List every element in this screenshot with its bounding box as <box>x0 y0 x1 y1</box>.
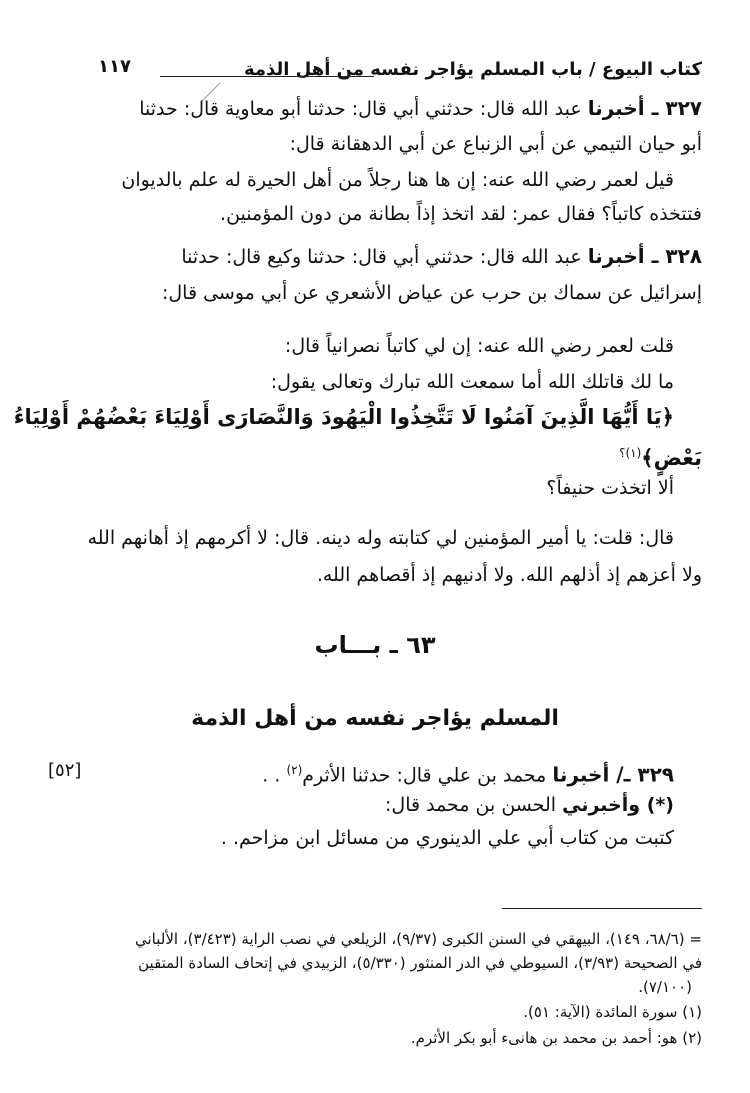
hadith-number: ٣٢٩ ـ/ أخبرنا <box>552 762 674 787</box>
chapter-number: ٦٣ ـ بـــاب <box>314 631 436 659</box>
manuscript-folio-ref: [٥٢] <box>48 760 82 781</box>
quran-verse-line-1: ﴿يَا أَيُّهَا الَّذِينَ آمَنُوا لَا تَتَّخِذُوا الْيَهُودَ وَالنَّصَارَى أَوْلِيَاءَ بَعْضُهُمْ أَوْلِيَاءُ <box>13 405 674 429</box>
footnote-continuation-3: (٧/١٠٠). <box>638 978 692 996</box>
isnad-text: الحسن بن محمد قال: <box>384 794 557 816</box>
hadith-327-line-4: فتتخذه كاتباً؟ فقال عمر: لقد اتخذ إذاً بطانة من دون المؤمنين. <box>220 203 702 225</box>
isnad-text: عبد الله قال: حدثني أبي قال: حدثنا وكيع قال: حدثنا <box>181 246 582 268</box>
hadith-328-line-5: ألا اتخذت حنيفاً؟ <box>546 477 674 499</box>
footnote-ref: (٢) <box>286 763 303 777</box>
hadith-328-line-1 <box>48 242 702 271</box>
hadith-328-line-3: قلت لعمر رضي الله عنه: إن لي كاتباً نصرانياً قال: <box>284 335 674 357</box>
isnad-text: محمد بن علي قال: حدثنا الأثرم <box>302 764 547 787</box>
hadith-329-line-2 <box>48 791 674 819</box>
quran-verse-line-2 <box>48 439 702 472</box>
isnad-text: عبد الله قال: حدثني أبي قال: حدثنا أبو معاوية قال: حدثنا <box>139 98 582 120</box>
ellipsis: . . <box>262 764 287 787</box>
hadith-329-line-3: كتبت من كتاب أبي علي الدينوري من مسائل ابن مزاحم. . <box>220 827 674 849</box>
hadith-328-line-6: قال: قلت: يا أمير المؤمنين لي كتابته وله دينه. قال: لا أكرمهم إذ أهانهم الله <box>87 527 674 549</box>
running-header: كتاب البيوع / باب المسلم يؤاجر نفسه من أهل الذمة <box>244 59 702 80</box>
footnote-ref: (١)؟ <box>619 446 642 460</box>
footnote-continuation-2: في الصحيحة (٣/٩٣)، السيوطي في الدر المنثور (٥/٣٣٠)، الزبيدي في إتحاف السادة المتقين <box>138 954 702 972</box>
hadith-328-line-7: ولا أعزهم إذ أذلهم الله. ولا أدنيهم إذ أقصاهم الله. <box>316 564 702 586</box>
hadith-number: ٣٢٧ ـ أخبرنا <box>587 96 702 120</box>
footnote-rule <box>502 908 702 909</box>
footnote-1: (١) سورة المائدة (الآية: ٥١). <box>523 1003 702 1021</box>
hadith-327-line-2: أبو حيان التيمي عن أبي الزنباع عن أبي الدهقانة قال: <box>289 133 702 155</box>
footnote-2: (٢) هو: أحمد بن محمد بن هانىء أبو بكر الأثرم. <box>410 1029 702 1047</box>
hadith-328-line-2: إسرائيل عن سماك بن حرب عن عياض الأشعري عن أبي موسى قال: <box>161 282 702 304</box>
quran-verse-text: بَعْضٍ﴾ <box>641 446 702 470</box>
bold-lead: (*) وأخبرني <box>562 794 674 816</box>
hadith-329-line-1 <box>48 756 674 789</box>
header-rule <box>160 76 374 77</box>
hadith-328-line-4: ما لك قاتلك الله أما سمعت الله تبارك وتعالى يقول: <box>270 371 674 393</box>
chapter-title: المسلم يؤاجر نفسه من أهل الذمة <box>191 706 559 731</box>
page-number: ١١٧ <box>98 56 131 77</box>
hadith-327-line-1 <box>48 94 702 123</box>
hadith-number: ٣٢٨ ـ أخبرنا <box>587 244 702 268</box>
hadith-327-line-3: قيل لعمر رضي الله عنه: إن ها هنا رجلاً من أهل الحيرة له علم بالديوان <box>121 169 674 191</box>
footnote-continuation-1: = (٦٨/٦، ١٤٩)، البيهقي في السنن الكبرى (٩/٣٧)، الزيلعي في نصب الراية (٣/٤٢٣)، الألباني <box>134 930 702 948</box>
